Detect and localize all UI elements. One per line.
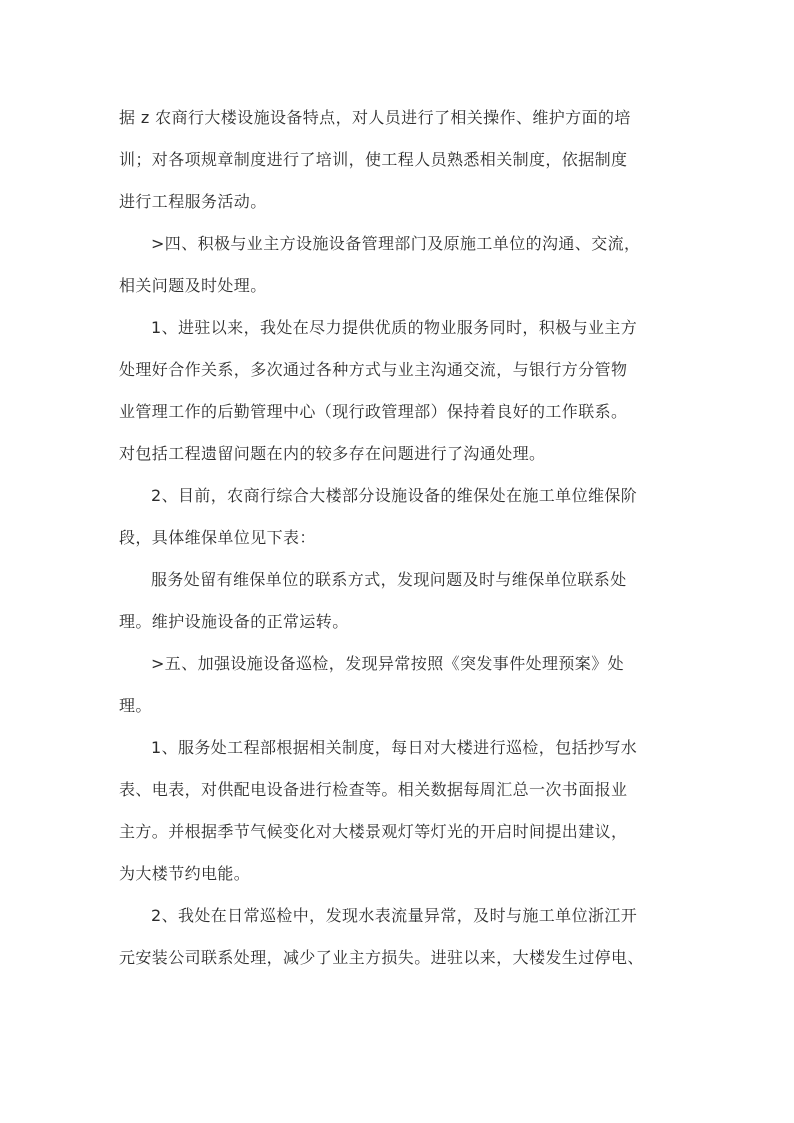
text-line: 理。维护设施设备的正常运转。 <box>119 612 349 631</box>
text-line: >五、加强设施设备巡检，发现异常按照《突发事件处理预案》处 <box>151 654 625 673</box>
text-line: 1、进驻以来，我处在尽力提供优质的物业服务同时，积极与业主方 <box>151 318 638 337</box>
document-body <box>119 102 681 984</box>
text-line: 表、电表，对供配电设备进行检查等。相关数据每周汇总一次书面报业 <box>119 780 628 799</box>
text-line: 对包括工程遗留问题在内的较多存在问题进行了沟通处理。 <box>119 444 546 463</box>
paragraph-4 <box>119 480 681 564</box>
text-line: 2、我处在日常巡检中，发现水表流量异常，及时与施工单位浙江开 <box>151 906 638 925</box>
paragraph-7 <box>119 732 681 900</box>
text-line: >四、积极与业主方设施设备管理部门及原施工单位的沟通、交流， <box>151 234 641 253</box>
text-line: 业管理工作的后勤管理中心（现行政管理部）保持着良好的工作联系。 <box>119 402 628 421</box>
text-line: 2、目前，农商行综合大楼部分设施设备的维保处在施工单位维保阶 <box>151 486 638 505</box>
text-line: 相关问题及时处理。 <box>119 276 267 295</box>
text-line: 1、服务处工程部根据相关制度，每日对大楼进行巡检，包括抄写水 <box>151 738 638 757</box>
paragraph-5 <box>119 564 681 648</box>
paragraph-3 <box>119 312 681 480</box>
paragraph-1 <box>119 102 681 228</box>
text-line: 服务处留有维保单位的联系方式，发现问题及时与维保单位联系处 <box>151 570 627 589</box>
text-line: 处理好合作关系，多次通过各种方式与业主沟通交流，与银行方分管物 <box>119 360 628 379</box>
paragraph-8 <box>119 900 681 984</box>
text-line: 训；对各项规章制度进行了培训，使工程人员熟悉相关制度，依据制度 <box>119 150 628 169</box>
text-line: 元安装公司联系处理，减少了业主方损失。进驻以来，大楼发生过停电、 <box>119 948 644 967</box>
text-line: 进行工程服务活动。 <box>119 192 267 211</box>
text-line: 段，具体维保单位见下表： <box>119 528 316 547</box>
text-line: 理。 <box>119 696 152 715</box>
text-line: 据 z 农商行大楼设施设备特点，对人员进行了相关操作、维护方面的培 <box>119 108 631 127</box>
text-line: 为大楼节约电能。 <box>119 864 251 883</box>
text-line: 主方。并根据季节气候变化对大楼景观灯等灯光的开启时间提出建议， <box>119 822 628 841</box>
paragraph-2 <box>119 228 681 312</box>
paragraph-6 <box>119 648 681 732</box>
